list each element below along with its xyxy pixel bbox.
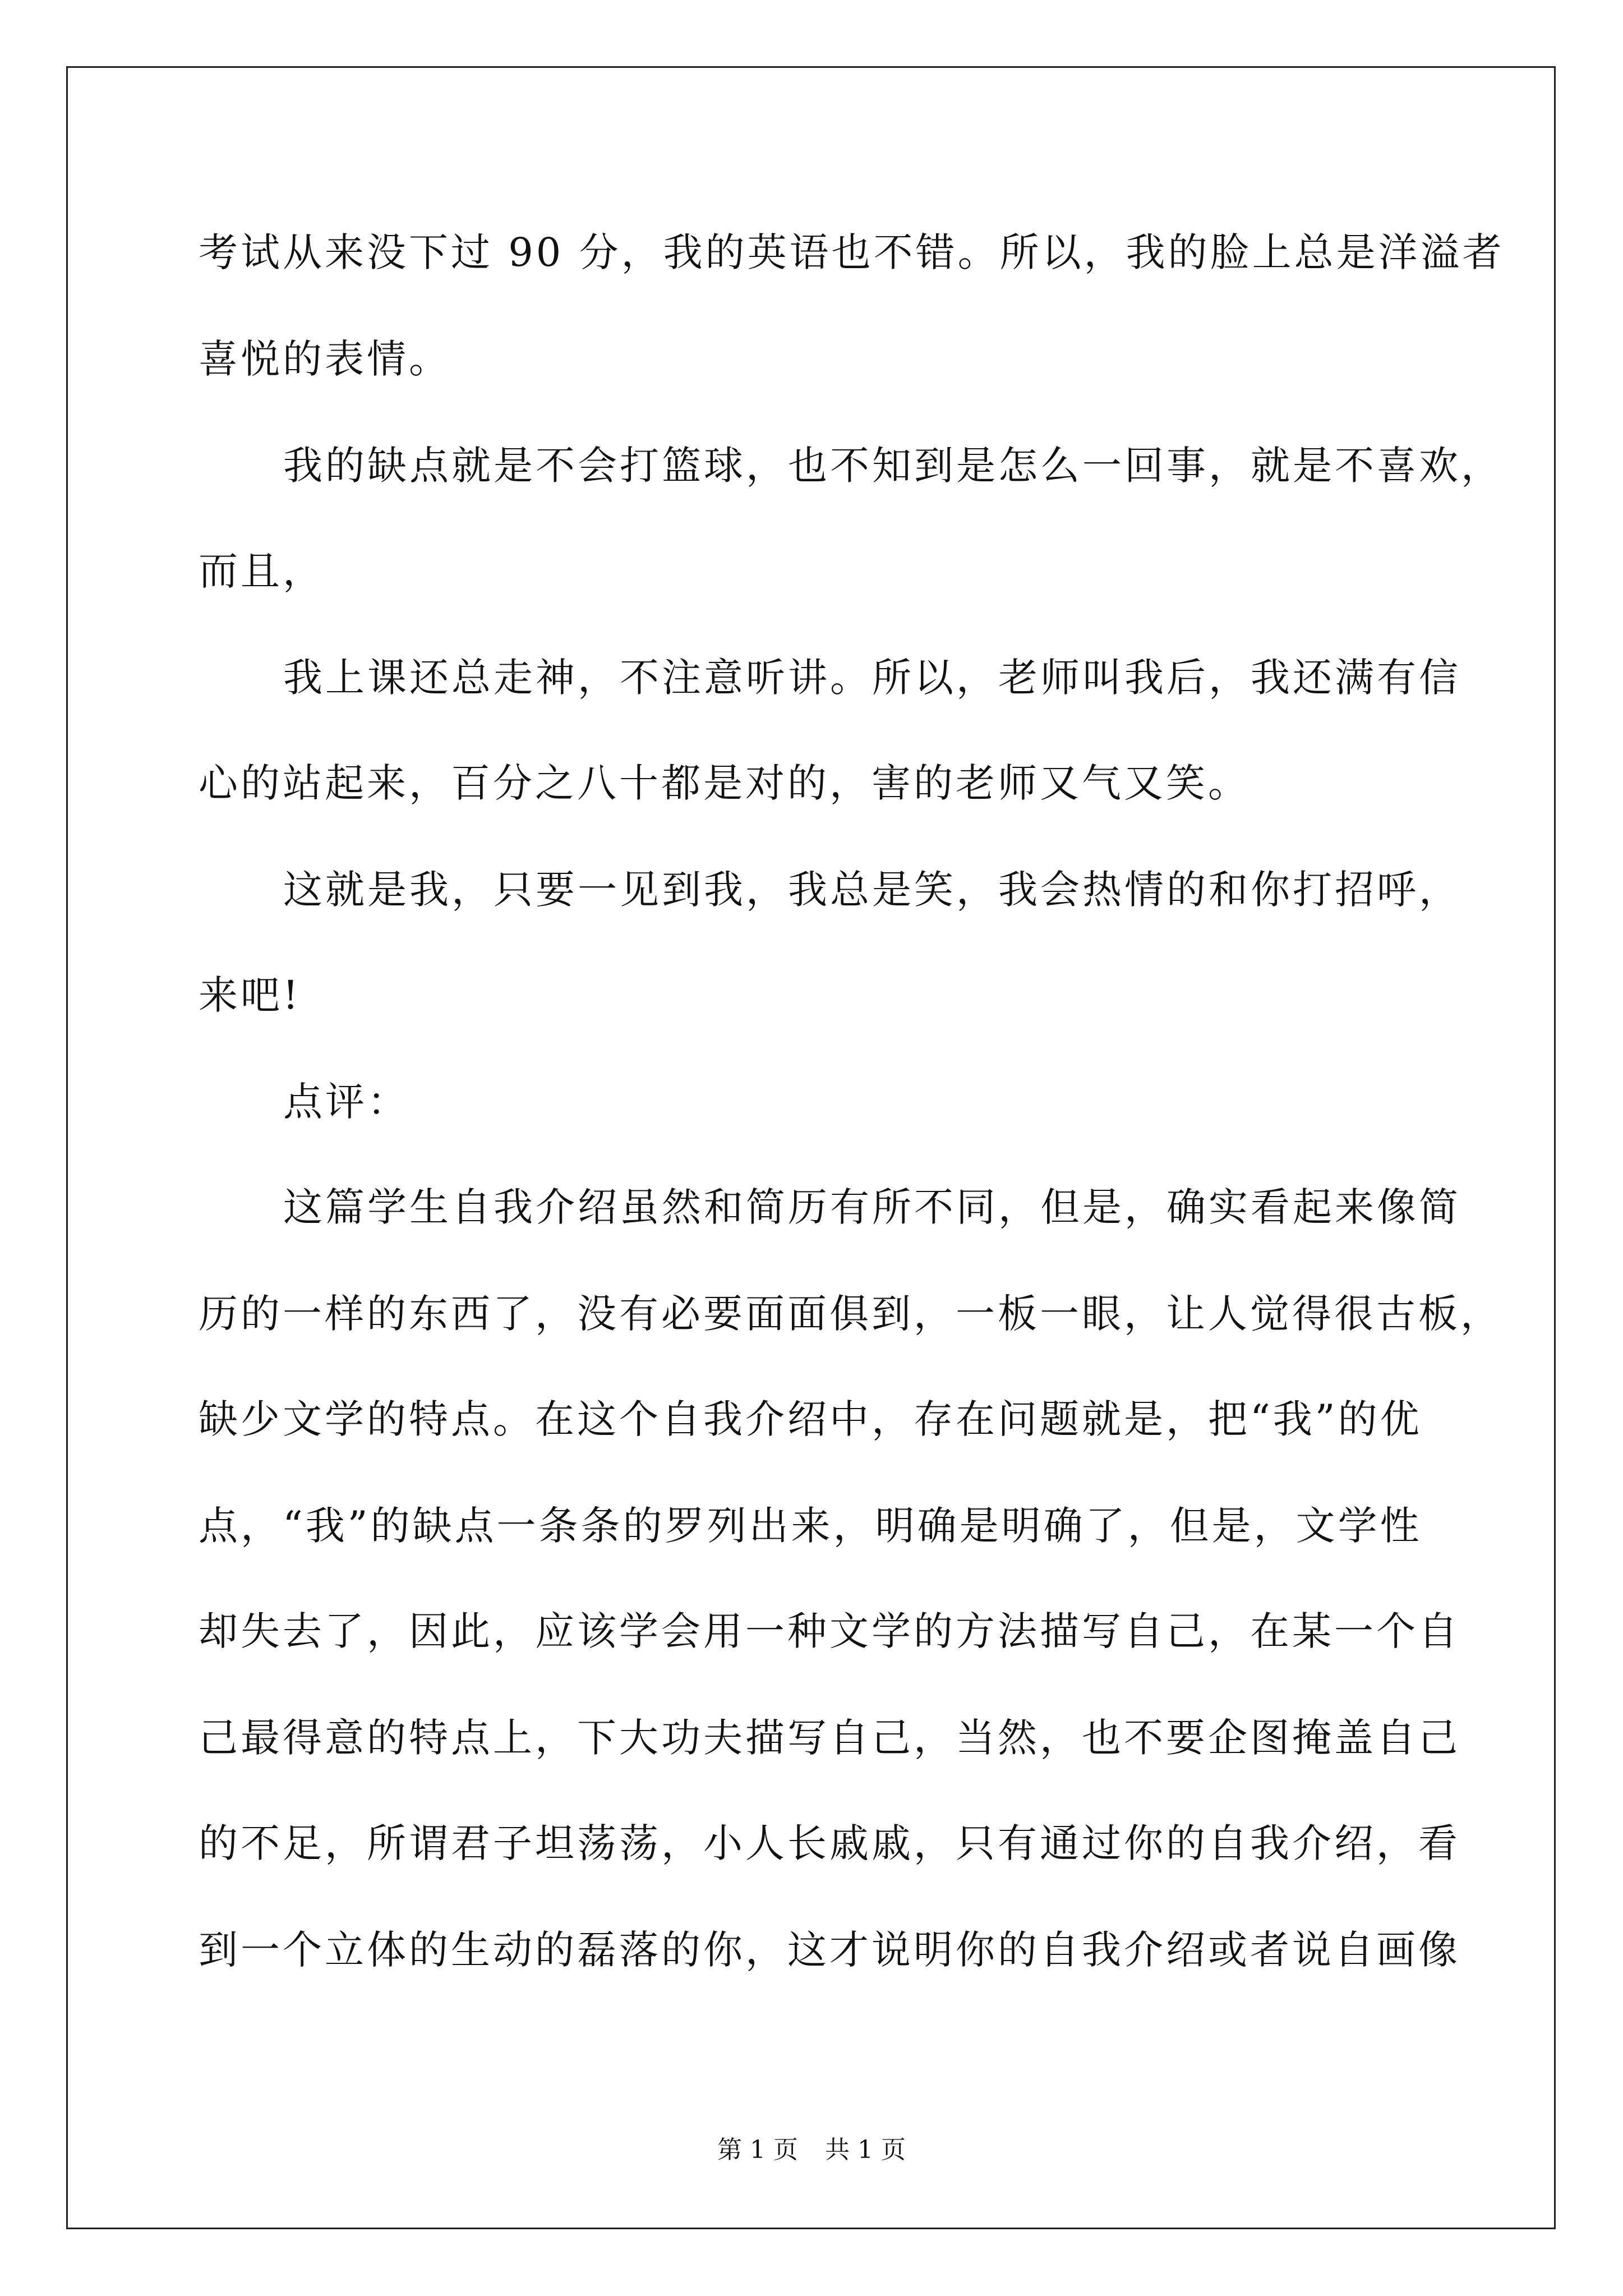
- text-line: 喜悦的表情。: [199, 336, 451, 382]
- section-label: 点评：: [283, 1079, 409, 1125]
- text-line: 到一个立体的生动的磊落的你，这才说明你的自我介绍或者说自画像: [199, 1927, 1460, 1973]
- text-line: 这就是我，只要一见到我，我总是笑，我会热情的和你打招呼，: [283, 867, 1461, 913]
- text-line: 考试从来没下过 90 分，我的英语也不错。所以，我的脸上总是洋溢者: [199, 229, 1505, 275]
- text-line: 我的缺点就是不会打篮球，也不知到是怎么一回事，就是不喜欢，: [283, 443, 1503, 489]
- text-line: 的不足，所谓君子坦荡荡，小人长戚戚，只有通过你的自我介绍，看: [199, 1820, 1460, 1866]
- text-line: 缺少文学的特点。在这个自我介绍中，存在问题就是，把“我”的优: [199, 1396, 1422, 1442]
- text-line: 己最得意的特点上，下大功夫描写自己，当然，也不要企图掩盖自己: [199, 1715, 1460, 1761]
- text-line: 这篇学生自我介绍虽然和简历有所不同，但是，确实看起来像简: [283, 1184, 1461, 1230]
- text-line: 我上课还总走神，不注意听讲。所以，老师叫我后，我还满有信: [283, 655, 1461, 701]
- text-line: 却失去了，因此，应该学会用一种文学的方法描写自己，在某一个自: [199, 1608, 1460, 1654]
- page-total: 共 1 页: [825, 2136, 906, 2164]
- text-line: 来吧!: [199, 972, 302, 1018]
- page-border: [66, 66, 1556, 2229]
- text-line: 而且，: [199, 548, 325, 594]
- text-line: 心的站起来，百分之八十都是对的，害的老师又气又笑。: [199, 760, 1250, 806]
- page-number: 第 1 页: [717, 2136, 798, 2164]
- text-line: 历的一样的东西了，没有必要面面俱到，一板一眼，让人觉得很古板，: [199, 1291, 1502, 1337]
- text-line: 点，“我”的缺点一条条的罗列出来，明确是明确了，但是，文学性: [199, 1503, 1422, 1549]
- page-footer: [0, 2136, 1623, 2164]
